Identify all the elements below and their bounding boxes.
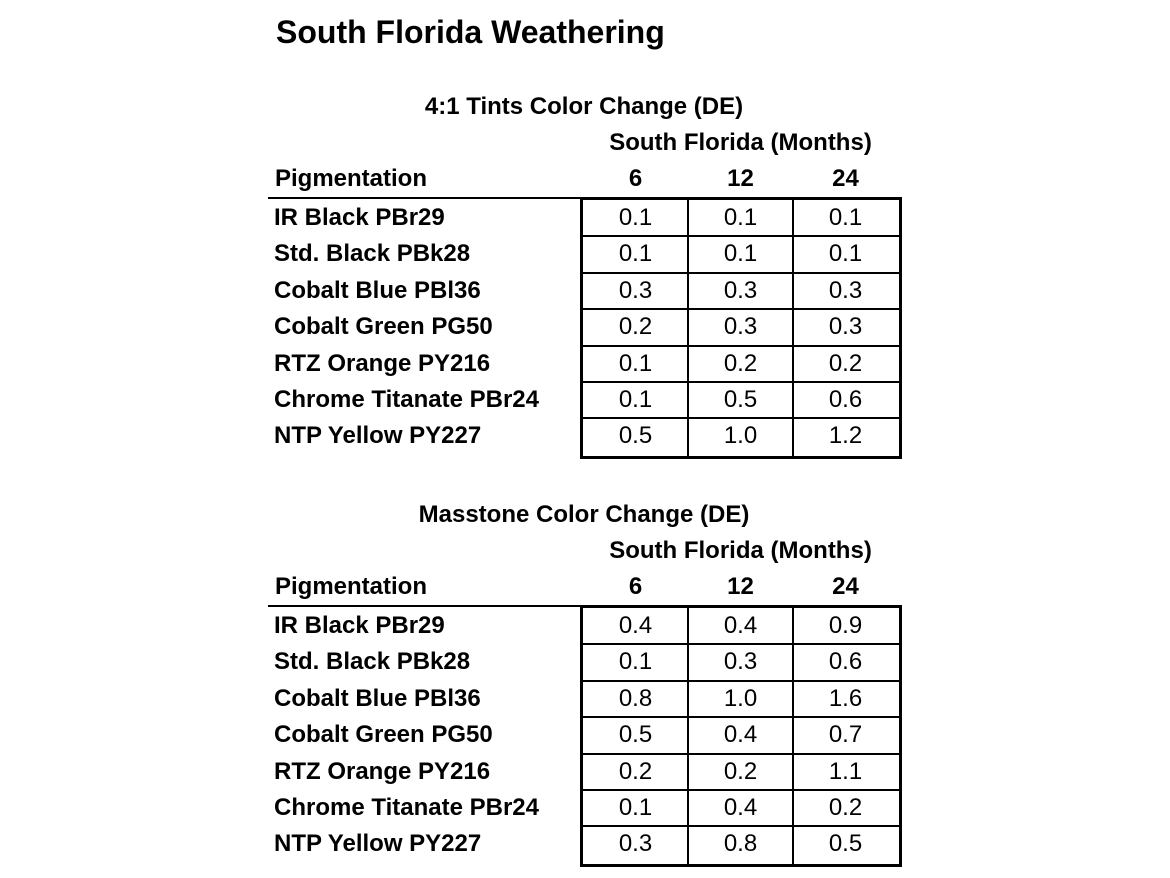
group-header: South Florida (Months) <box>609 537 872 564</box>
column-header: 6 <box>628 573 643 600</box>
tints-table-section <box>268 92 900 462</box>
column-divider <box>687 608 689 864</box>
table-title: Masstone Color Change (DE) <box>418 501 750 528</box>
table-title: 4:1 Tints Color Change (DE) <box>424 93 744 120</box>
page-title: South Florida Weathering <box>276 14 665 50</box>
table-cell: 1.2 <box>828 422 863 450</box>
masstone-table-section <box>268 500 900 870</box>
row-label: Cobalt Green PG50 <box>274 313 493 341</box>
row-label: Std. Black PBk28 <box>274 648 471 676</box>
row-label: RTZ Orange PY216 <box>274 757 491 785</box>
column-header: 24 <box>832 165 859 192</box>
row-divider <box>583 643 899 645</box>
column-divider <box>687 200 689 456</box>
table-cell: 1.1 <box>828 757 863 785</box>
table-cell: 0.6 <box>828 648 863 676</box>
table-cell: 0.2 <box>618 313 653 341</box>
table-cell: 0.1 <box>618 794 653 821</box>
table-cell: 1.0 <box>723 422 758 450</box>
table-cell: 0.9 <box>828 612 863 639</box>
table-cell: 0.2 <box>618 757 653 785</box>
row-divider <box>583 716 899 718</box>
table-cell: 0.4 <box>723 721 758 749</box>
table-cell: 0.3 <box>828 313 863 341</box>
row-divider <box>583 381 899 383</box>
table-cell: 0.1 <box>828 204 863 231</box>
row-label: Chrome Titanate PBr24 <box>274 794 539 821</box>
table-cell: 0.4 <box>723 612 758 639</box>
row-label: Cobalt Green PG50 <box>274 721 493 749</box>
table-cell: 0.5 <box>618 721 653 749</box>
row-header: Pigmentation <box>275 165 428 192</box>
data-grid <box>580 197 902 459</box>
table-cell: 0.5 <box>723 386 758 413</box>
table-cell: 0.3 <box>723 313 758 341</box>
group-header: South Florida (Months) <box>609 129 872 156</box>
row-label: Cobalt Blue PBl36 <box>274 276 481 304</box>
table-cell: 1.0 <box>723 684 758 712</box>
table-cell: 1.6 <box>828 684 863 712</box>
column-divider <box>792 200 794 456</box>
table-cell: 0.7 <box>828 721 863 749</box>
column-header: 24 <box>832 573 859 600</box>
row-divider <box>583 272 899 274</box>
table-cell: 0.4 <box>723 794 758 821</box>
table-cell: 0.8 <box>723 830 758 858</box>
table-cell: 0.3 <box>723 648 758 676</box>
row-divider <box>583 345 899 347</box>
row-divider <box>583 417 899 419</box>
row-divider <box>583 825 899 827</box>
table-cell: 0.1 <box>618 648 653 676</box>
row-divider <box>583 235 899 237</box>
row-label: Std. Black PBk28 <box>274 240 471 268</box>
table-cell: 0.1 <box>618 204 653 231</box>
table-cell: 0.2 <box>723 349 758 377</box>
column-header: 6 <box>628 165 643 192</box>
table-cell: 0.8 <box>618 684 653 712</box>
table-cell: 0.1 <box>828 240 863 268</box>
table-cell: 0.3 <box>618 276 653 304</box>
table-cell: 0.5 <box>828 830 863 858</box>
table-cell: 0.1 <box>618 349 653 377</box>
table-cell: 0.3 <box>723 276 758 304</box>
table-cell: 0.1 <box>618 386 653 413</box>
table-cell: 0.2 <box>723 757 758 785</box>
row-label: Cobalt Blue PBl36 <box>274 684 481 712</box>
row-label: IR Black PBr29 <box>274 612 445 639</box>
table-cell: 0.1 <box>723 240 758 268</box>
table-cell: 0.3 <box>618 830 653 858</box>
table-cell: 0.5 <box>618 422 653 450</box>
header-rule <box>268 605 584 607</box>
row-divider <box>583 753 899 755</box>
row-divider <box>583 680 899 682</box>
table-cell: 0.2 <box>828 794 863 821</box>
table-cell: 0.6 <box>828 386 863 413</box>
row-divider <box>583 789 899 791</box>
header-rule <box>268 197 584 199</box>
column-header: 12 <box>727 165 754 192</box>
table-cell: 0.4 <box>618 612 653 639</box>
column-header: 12 <box>727 573 754 600</box>
table-cell: 0.1 <box>618 240 653 268</box>
row-label: RTZ Orange PY216 <box>274 349 491 377</box>
row-label: Chrome Titanate PBr24 <box>274 386 539 413</box>
column-divider <box>792 608 794 864</box>
table-cell: 0.2 <box>828 349 863 377</box>
data-grid <box>580 605 902 867</box>
table-cell: 0.3 <box>828 276 863 304</box>
row-header: Pigmentation <box>275 573 428 600</box>
row-divider <box>583 308 899 310</box>
table-cell: 0.1 <box>723 204 758 231</box>
row-label: NTP Yellow PY227 <box>274 830 482 858</box>
row-label: IR Black PBr29 <box>274 204 445 231</box>
row-label: NTP Yellow PY227 <box>274 422 482 450</box>
